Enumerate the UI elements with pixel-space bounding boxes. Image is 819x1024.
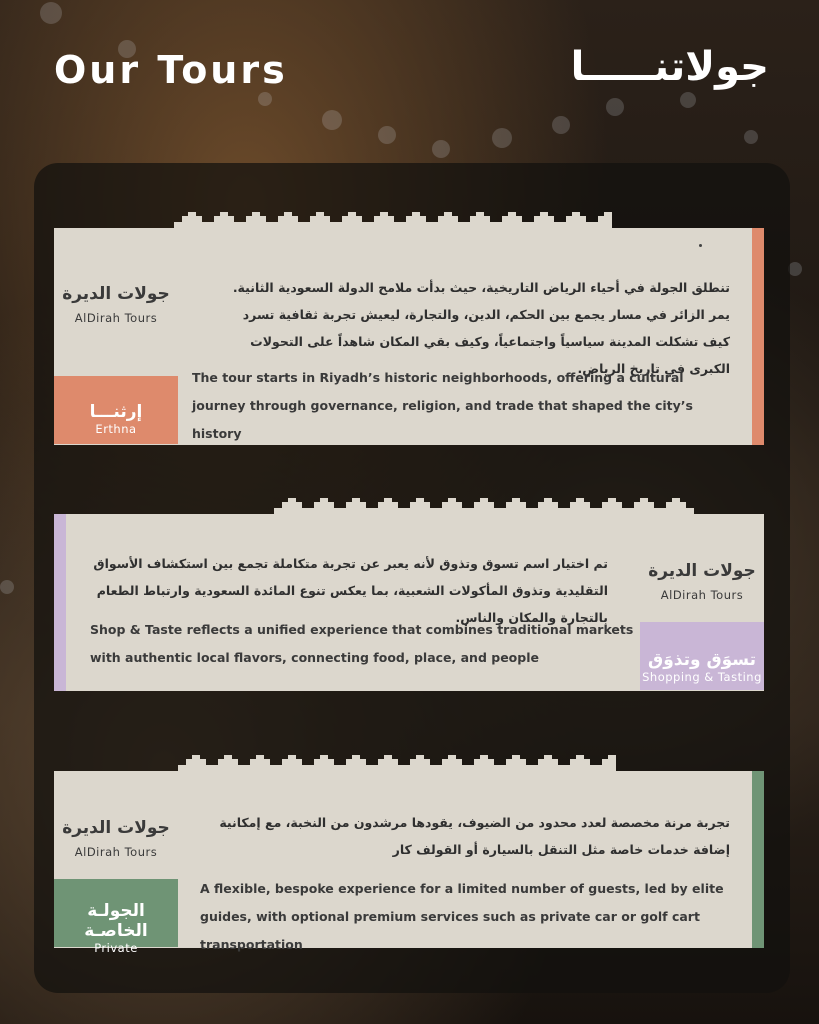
tag-label-en: Erthna <box>95 422 137 436</box>
tour-card-erthna[interactable] <box>54 212 764 447</box>
bokeh-light <box>258 92 272 106</box>
tour-tag-shopping <box>640 622 764 690</box>
brand-name-ar: جولات الديرة <box>648 561 756 581</box>
tag-label-ar: إرثنـــا <box>89 402 143 422</box>
card-crenellation <box>274 498 694 514</box>
bokeh-light <box>552 116 570 134</box>
brand-name-en: AlDirah Tours <box>660 588 744 602</box>
tour-description-en: The tour starts in Riyadh’s historic neighborhoods, offering a cultural journey through governance, religion, and trade that shaped the city’s history <box>192 370 693 441</box>
bokeh-light <box>432 140 450 158</box>
tour-card-shopping[interactable] <box>54 498 764 693</box>
brand-name-en: AlDirah Tours <box>74 845 158 859</box>
card-crenellation <box>174 212 614 228</box>
bokeh-light <box>378 126 396 144</box>
tour-card-private[interactable] <box>54 755 764 955</box>
dot-mark <box>699 244 702 247</box>
page-title-ar: جولاتنـــــا <box>570 44 769 90</box>
bokeh-light <box>492 128 512 148</box>
card-crenellation <box>178 755 618 771</box>
bokeh-light <box>788 262 802 276</box>
bokeh-light <box>322 110 342 130</box>
brand-name-ar: جولات الديرة <box>62 818 170 838</box>
bokeh-light <box>606 98 624 116</box>
tour-description-ar: تجربة مرنة مخصصة لعدد محدود من الضيوف، يقودها مرشدون من النخبة، مع إمكانية إضافة خدمات خاصة مثل التنقل بالسيارة أو القولف كار <box>219 815 730 857</box>
tour-description-en: Shop & Taste reflects a unified experience that combines traditional markets with authentic local flavors, connecting food, place, and people <box>90 622 634 665</box>
tag-label-ar: تسوَق وتذوَق <box>648 650 756 670</box>
tour-description-en: A flexible, bespoke experience for a limited number of guests, led by elite guides, with optional premium services such as private car or golf cart transportation <box>200 881 724 952</box>
tour-description-ar: تنطلق الجولة في أحياء الرياض التاريخية، حيث بدأت ملامح الدولة السعودية الثانية. يمر الزائر في مسار يجمع بين الحكم، الدين، والتجارة، ليعيش تجربة ثقافية تسرد كيف تشكلت المدينة سياسياً واجتماعياً، وكيف بقي المكان شاهداً على التحولات الكبرى في تاريخ الرياض. <box>232 280 730 376</box>
brand-name-en: AlDirah Tours <box>74 311 158 325</box>
bokeh-light <box>744 130 758 144</box>
page-title-en: Our Tours <box>54 48 288 92</box>
bokeh-light <box>680 92 696 108</box>
tag-label-en: Private <box>94 941 138 955</box>
bokeh-light <box>0 580 14 594</box>
brand-name-ar: جولات الديرة <box>62 284 170 304</box>
tour-description-ar: تم اختيار اسم تسوق وتذوق لأنه يعبر عن تجربة متكاملة تجمع بين استكشاف الأسواق التقليدية وتذوق المأكولات الشعبية، بما يعكس تنوع المائدة السعودية وارتباط الطعام بالتجارة والمكان والناس. <box>93 556 608 625</box>
tour-tag-private <box>54 879 178 955</box>
tag-label-en: Shopping & Tasting <box>642 670 762 684</box>
bokeh-light <box>40 2 62 24</box>
tag-label-ar: الجولـة الخاصـة <box>84 901 148 941</box>
tour-tag-erthna <box>54 376 178 444</box>
